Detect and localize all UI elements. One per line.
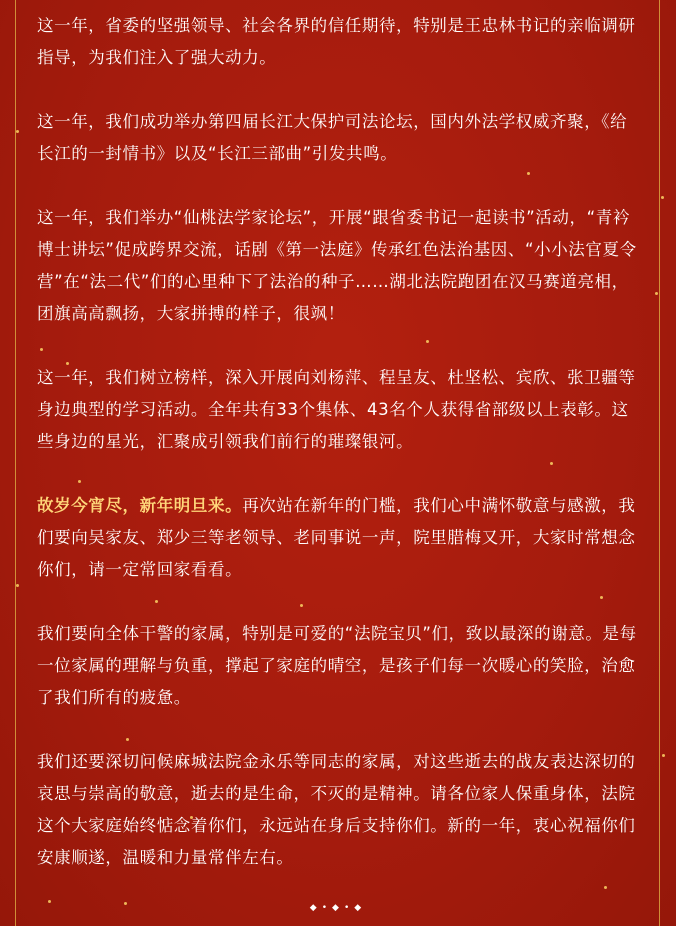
left-frame-line [15, 0, 16, 926]
paragraph-text: 我们要向全体干警的家属，特别是可爱的“法院宝贝”们，致以最深的谢意。是每一位家属的理解与负重，撑起了家庭的晴空，是孩子们每一次暖心的笑脸，治愈了我们所有的疲惫。 [37, 624, 637, 707]
paragraph-text: 这一年，我们成功举办第四届长江大保护司法论坛，国内外法学权威齐聚，《给长江的一封情书》以及“长江三部曲”引发共鸣。 [37, 112, 628, 163]
paragraph-forum [37, 106, 641, 170]
article-body [37, 10, 641, 906]
footer-dots-divider: ◆•◆•◆ [309, 903, 367, 913]
paragraph-text: 再次站在新年的门槛，我们心中满怀敬意与感激，我们要向吴家友、郑少三等老领导、老同事说一声，院里腊梅又开，大家时常想念你们，请一定常回家看看。 [37, 496, 636, 579]
sparkle-decoration [661, 196, 664, 199]
sparkle-decoration [16, 130, 19, 133]
paragraph-text: 这一年，我们树立榜样，深入开展向刘杨萍、程呈友、杜坚松、宾欣、张卫疆等身边典型的学习活动。全年共有33个集体、43名个人获得省部级以上表彰。这些身边的星光，汇聚成引领我们前行的璀璨银河。 [37, 368, 636, 451]
right-frame-line [659, 0, 660, 926]
sparkle-decoration [655, 292, 658, 295]
paragraph-role-models [37, 362, 641, 458]
paragraph-text: 我们还要深切问候麻城法院金永乐等同志的家属，对这些逝去的战友表达深切的哀思与崇高的敬意，逝去的是生命，不灭的是精神。请各位家人保重身体，法院这个大家庭始终惦念着你们，永远站在身后支持你们。新的一年，衷心祝福你们安康顺遂，温暖和力量常伴左右。 [37, 752, 636, 867]
paragraph-memorial [37, 746, 641, 874]
paragraph-families [37, 618, 641, 714]
highlight-phrase: 故岁今宵尽，新年明旦来。 [37, 496, 243, 515]
paragraph-text: 这一年，省委的坚强领导、社会各界的信任期待，特别是王忠林书记的亲临调研指导，为我们注入了强大动力。 [37, 16, 636, 67]
paragraph-leadership [37, 10, 641, 74]
paragraph-text: 这一年，我们举办“仙桃法学家论坛”，开展“跟省委书记一起读书”活动，“青衿博士讲坛”促成跨界交流，话剧《第一法庭》传承红色法治基因、“小小法官夏令营”在“法二代”们的心里种下了法治的种子……湖北法院跑团在汉马赛道亮相，团旗高高飘扬，大家拼搏的样子，很飒！ [37, 208, 637, 323]
sparkle-decoration [662, 754, 665, 757]
paragraph-new-year [37, 490, 641, 586]
paragraph-activities [37, 202, 641, 330]
sparkle-decoration [16, 584, 19, 587]
